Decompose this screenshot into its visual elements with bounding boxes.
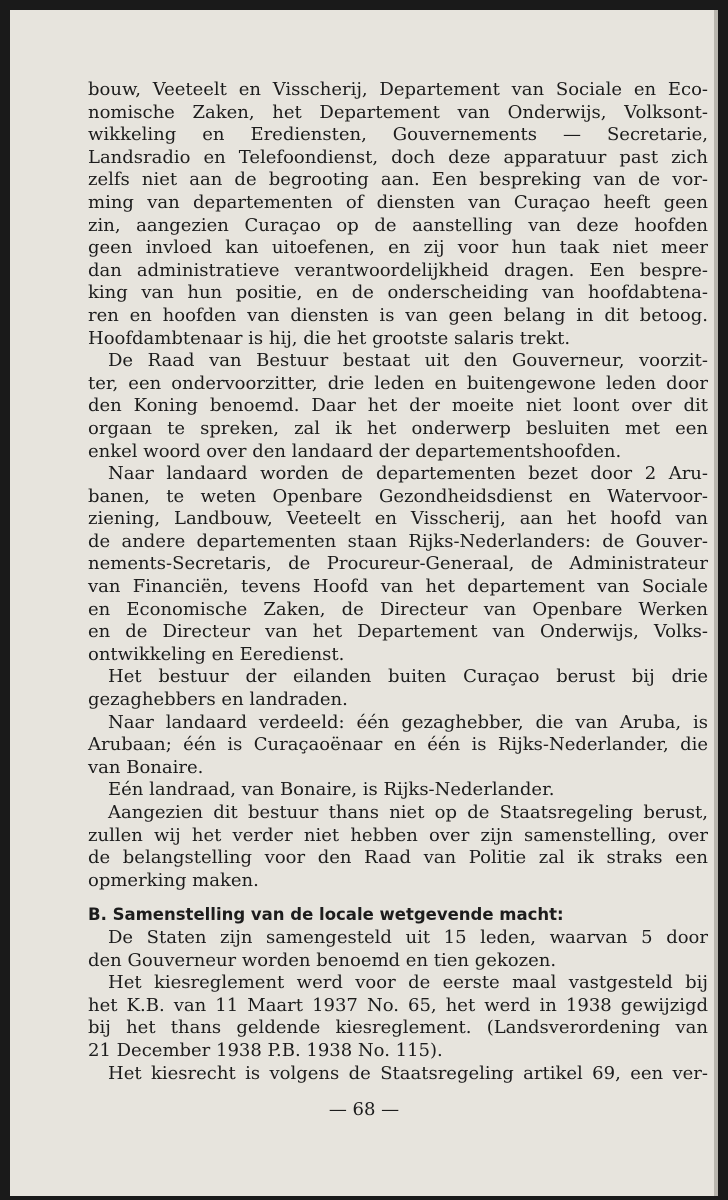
spacer [88, 892, 708, 904]
text-line: De Staten zijn samengesteld uit 15 leden, waarvan 5 door [108, 926, 708, 948]
text-line: Eén landraad, van Bonaire, is Rijks-Nederlander. [108, 779, 555, 801]
text-line: Naar landaard worden de departementen bezet door 2 Aru- [108, 463, 708, 485]
text-line: nements-Secretaris, de Procureur-Generaal, de Administrateur [88, 553, 708, 575]
text-line: wikkeling en Erediensten, Gouvernements — Secretarie, [88, 124, 708, 146]
text-line: Naar landaard verdeeld: één gezaghebber, die van Aruba, is [108, 711, 708, 733]
text-line: Het bestuur der eilanden buiten Curaçao berust bij drie [108, 666, 708, 688]
text-line: Aangezien dit bestuur thans niet op de Staatsregeling berust, [108, 802, 708, 823]
text-line: Het kiesrecht is volgens de Staatsregeling artikel 69, een ver- [108, 1062, 708, 1084]
text-line: Hoofdambtenaar is hij, die het grootste salaris trekt. [88, 327, 571, 349]
text-line: orgaan te spreken, zal ik het onderwerp besluiten met een [88, 417, 708, 439]
text-line: banen, te weten Openbare Gezondheidsdienst en Watervoor- [88, 485, 708, 507]
text-line: geen invloed kan uitoefenen, en zij voor hun taak niet meer [88, 237, 708, 259]
text-line: zelfs niet aan de begrooting aan. Een bespreking van de vor- [88, 169, 708, 191]
text-line: enkel woord over den landaard der departementshoofden. [88, 440, 622, 462]
text-line: zullen wij het verder niet hebben over zijn samenstelling, over [88, 824, 708, 846]
text-line: ter, een ondervoorzitter, drie leden en buitengewone leden door [88, 372, 708, 394]
text-line: zin, aangezien Curaçao op de aanstelling van deze hoofden [88, 214, 708, 236]
text-line: Landsradio en Telefoondienst, doch deze apparatuur past zich [88, 146, 708, 168]
text-line: De Raad van Bestuur bestaat uit den Gouverneur, voorzit- [108, 350, 708, 372]
text-line: dan administratieve verantwoordelijkheid dragen. Een bespre- [88, 259, 708, 281]
text-line: ming van departementen of diensten van Curaçao heeft geen [88, 191, 708, 213]
text-line: de andere departementen staan Rijks-Nederlanders: de Gouver- [88, 530, 708, 552]
text-line: de belangstelling voor den Raad van Politie zal ik straks een [88, 847, 708, 869]
text-line: en Economische Zaken, de Directeur van Openbare Werken [88, 598, 708, 620]
text-line: king van hun positie, en de onderscheiding van hoofdabtena- [88, 282, 708, 304]
text-line: ontwikkeling en Eeredienst. [88, 643, 345, 665]
text-line: van Bonaire. [88, 756, 204, 778]
text-line: gezaghebbers en landraden. [88, 689, 348, 711]
body-text [88, 79, 708, 1085]
text-line: ziening, Landbouw, Veeteelt en Visscherij, aan het hoofd van [88, 508, 708, 530]
text-line: 21 December 1938 P.B. 1938 No. 115). [88, 1039, 443, 1061]
text-line: opmerking maken. [88, 869, 259, 891]
text-line: Het kiesreglement werd voor de eerste maal vastgesteld bij [108, 972, 708, 994]
text-line: den Gouverneur worden benoemd en tien gekozen. [88, 949, 557, 971]
text-line: het K.B. van 11 Maart 1937 No. 65, het werd in 1938 gewijzigd [88, 994, 708, 1016]
text-line: en de Directeur van het Departement van Onderwijs, Volks- [88, 621, 708, 643]
text-line: van Financiën, tevens Hoofd van het departement van Sociale [88, 576, 708, 598]
text-line: nomische Zaken, het Departement van Onderwijs, Volksont- [88, 101, 708, 123]
text-line: ren en hoofden van diensten is van geen belang in dit betoog. [88, 304, 708, 326]
text-line: Arubaan; één is Curaçaoënaar en één is Rijks-Nederlander, die [88, 734, 708, 756]
page-number: — 68 — [328, 1099, 400, 1120]
text-line: bouw, Veeteelt en Visscherij, Departement van Sociale en Eco- [88, 79, 708, 100]
section-heading: B. Samenstelling van de locale wetgevende macht: [88, 905, 564, 925]
text-line: bij het thans geldende kiesreglement. (Landsverordening van [88, 1017, 708, 1039]
text-line: den Koning benoemd. Daar het der moeite niet loont over dit [88, 395, 708, 417]
